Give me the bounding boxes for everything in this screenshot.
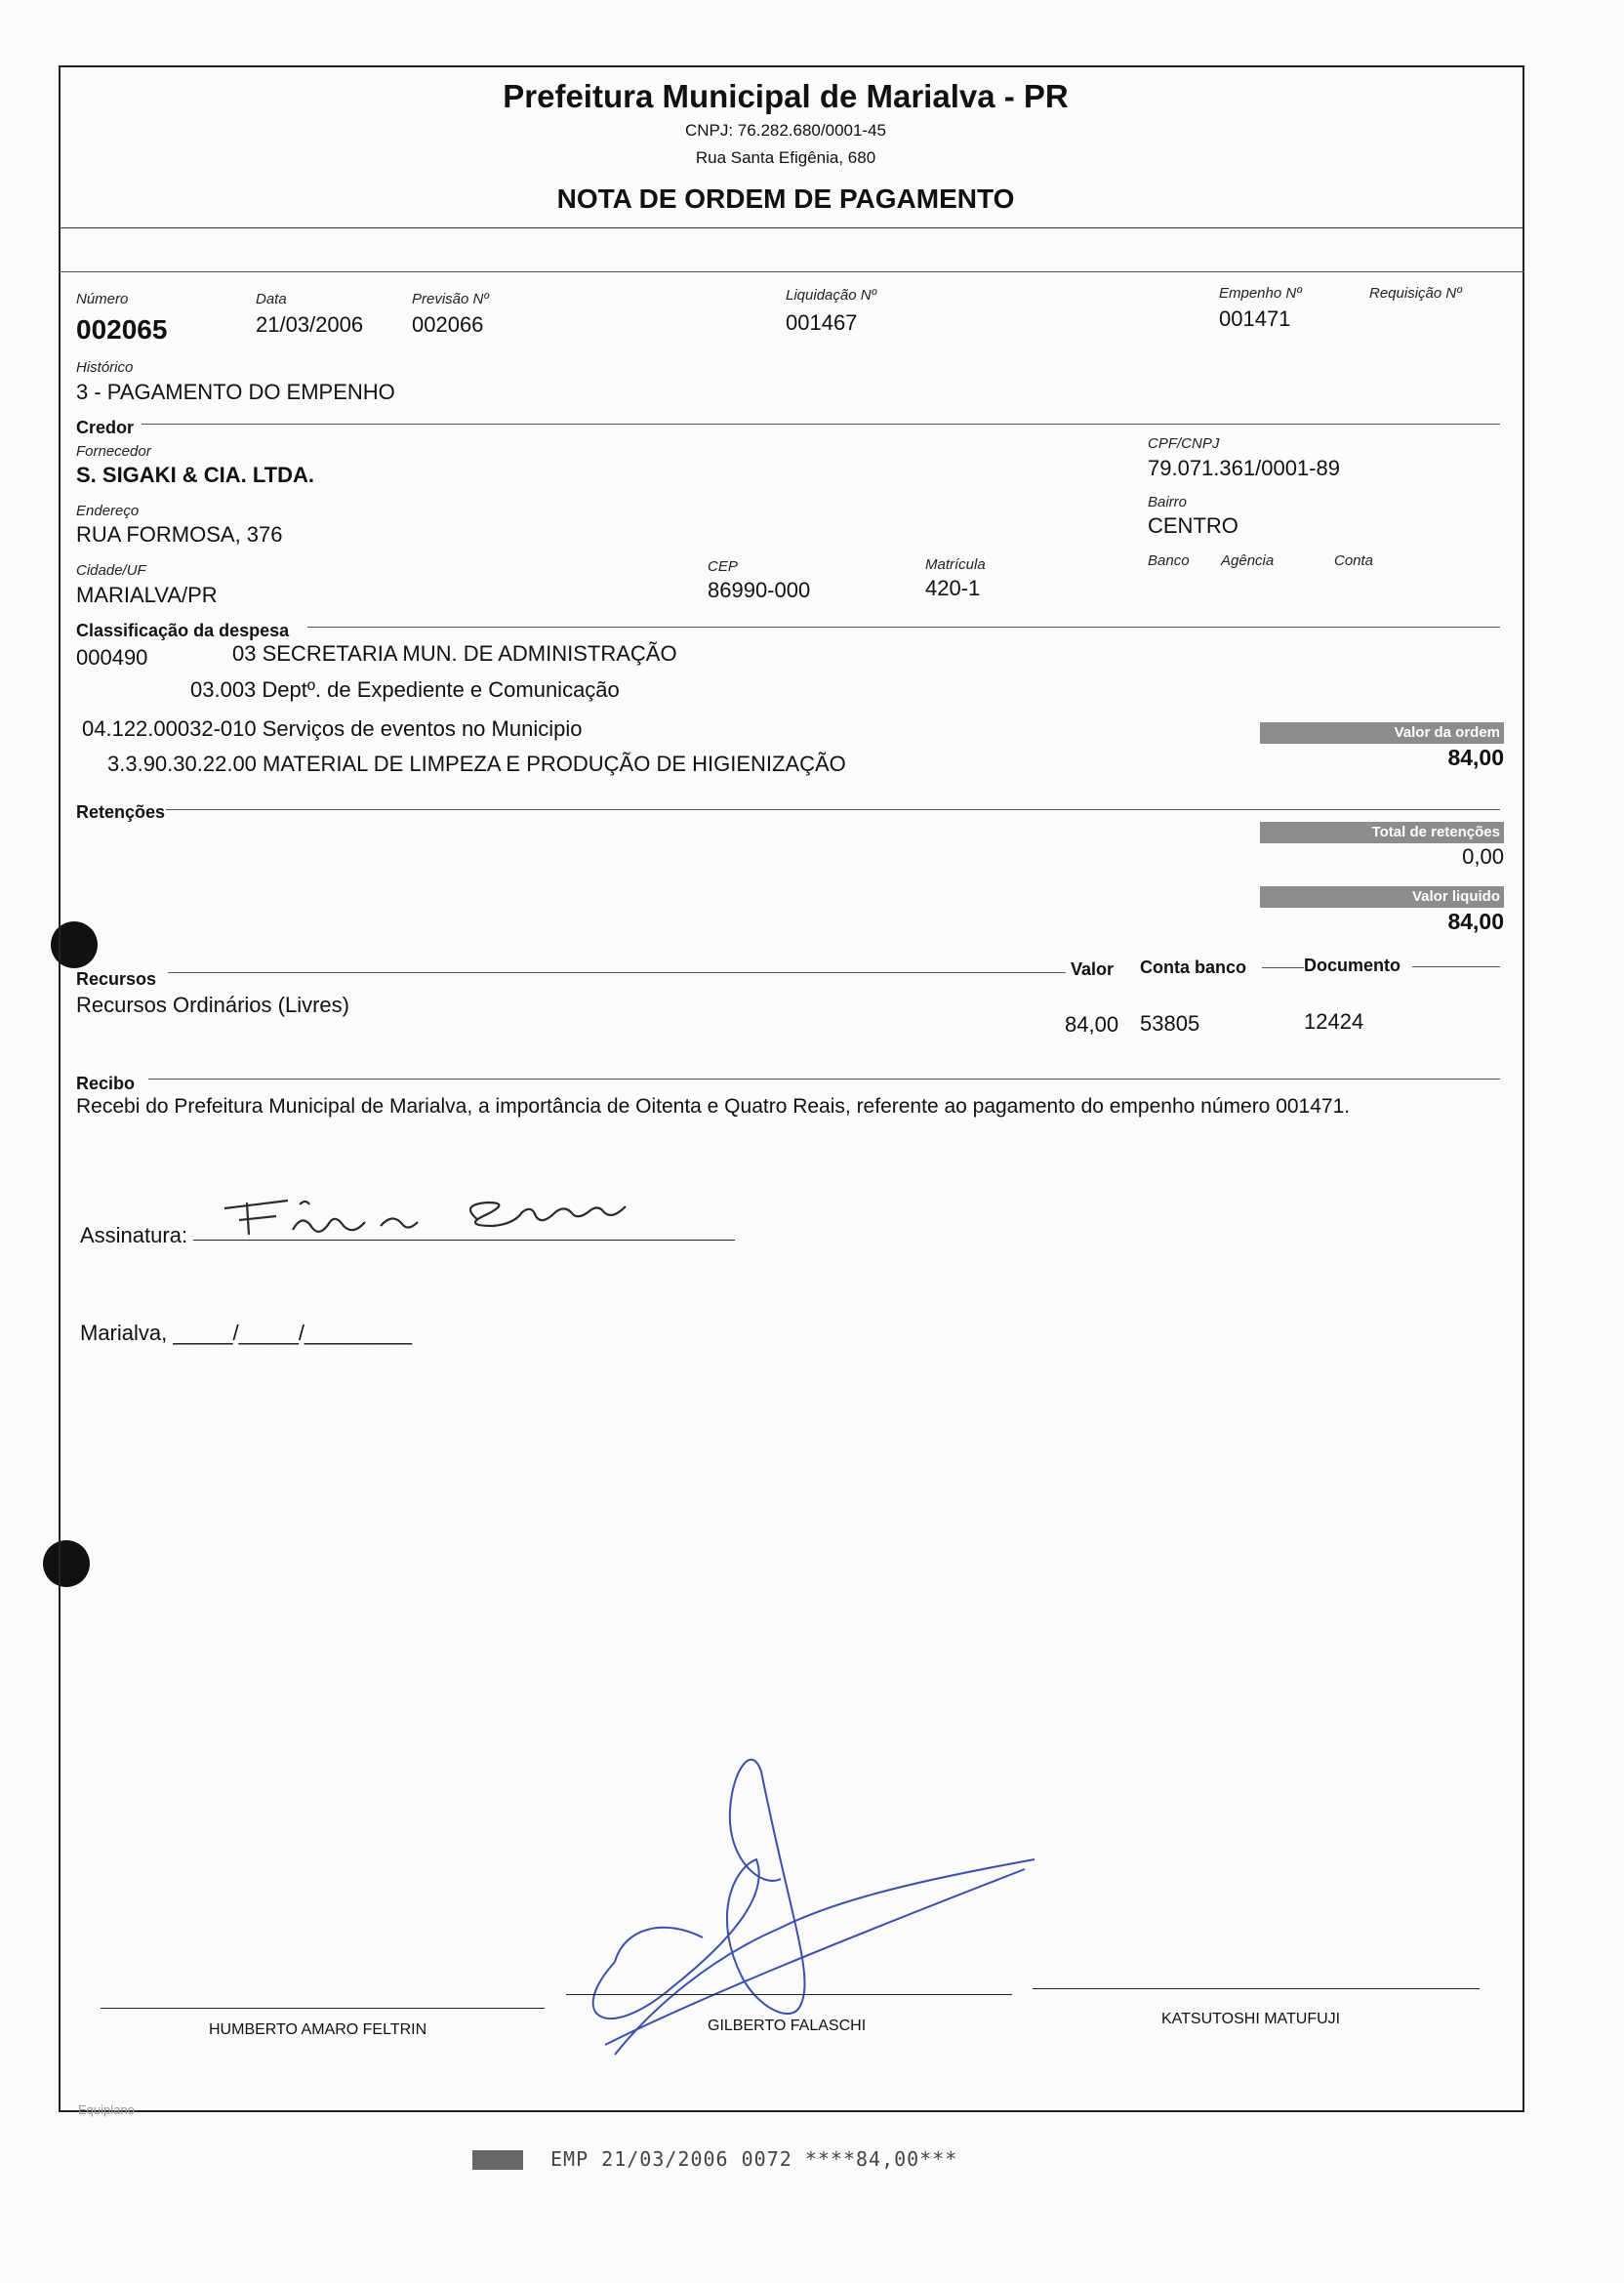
data-label: Data — [256, 291, 287, 307]
cpf-value: 79.071.361/0001-89 — [1148, 456, 1340, 480]
fornecedor-value: S. SIGAKI & CIA. LTDA. — [76, 463, 315, 487]
recibo-section: Recibo — [76, 1074, 136, 1093]
previsao-value: 002066 — [412, 312, 484, 337]
recursos-valor-header: Valor — [1071, 959, 1115, 979]
classificacao-unidade: 03.003 Deptº. de Expediente e Comunicação — [190, 677, 620, 702]
cidade-value: MARIALVA/PR — [76, 583, 218, 607]
recibo-divider — [148, 1079, 1500, 1080]
recursos-divider-2 — [1262, 967, 1304, 968]
signature-line-1 — [101, 2008, 545, 2009]
recursos-valor: 84,00 — [1065, 1012, 1119, 1037]
classificacao-section: Classificação da despesa — [76, 621, 290, 640]
retencoes-section: Retenções — [76, 802, 166, 822]
valor-liquido-value: 84,00 — [1447, 909, 1504, 934]
valor-liquido-bar: Valor liquido — [1260, 886, 1504, 908]
endereco-label: Endereço — [76, 503, 140, 519]
liquidacao-value: 001467 — [786, 310, 858, 335]
header-divider-2 — [59, 271, 1524, 272]
footer-brand: Equiplano — [78, 2102, 135, 2117]
bairro-label: Bairro — [1148, 494, 1188, 510]
recursos-documento-header: Documento — [1304, 956, 1401, 975]
cep-value: 86990-000 — [708, 578, 811, 602]
classificacao-divider — [307, 627, 1500, 628]
recursos-documento: 12424 — [1304, 1009, 1364, 1034]
doc-title: NOTA DE ORDEM DE PAGAMENTO — [556, 183, 1015, 214]
total-retencoes-bar: Total de retenções — [1260, 822, 1504, 843]
signature-line-3 — [1033, 1988, 1480, 1989]
signatory-3: KATSUTOSHI MATUFUJI — [1161, 2011, 1341, 2027]
local-data-label: Marialva, _____/_____/_________ — [80, 1321, 413, 1345]
previsao-label: Previsão Nº — [412, 291, 489, 307]
recursos-conta-header: Conta banco — [1140, 958, 1247, 977]
banco-label: Banco — [1148, 552, 1190, 569]
org-address: Rua Santa Efigênia, 680 — [695, 148, 876, 167]
matricula-label: Matrícula — [925, 556, 986, 573]
valor-ordem-bar: Valor da ordem — [1260, 722, 1504, 744]
recibo-text: Recebi do Prefeitura Municipal de Marialva, a importância de Oitenta e Quatro Reais, referente ao pagamento do empenho número 001471. — [76, 1095, 1351, 1118]
historico-value: 3 - PAGAMENTO DO EMPENHO — [76, 380, 395, 404]
numero-value: 002065 — [76, 314, 168, 345]
classificacao-elemento: 3.3.90.30.22.00 MATERIAL DE LIMPEZA E PRODUÇÃO DE HIGIENIZAÇÃO — [107, 752, 846, 776]
classificacao-funcional: 04.122.00032-010 Serviços de eventos no Municipio — [82, 716, 583, 741]
recursos-section: Recursos — [76, 969, 157, 989]
signatory-1: HUMBERTO AMARO FELTRIN — [209, 2021, 427, 2038]
header-divider — [59, 227, 1524, 228]
liquidacao-label: Liquidação Nº — [786, 287, 877, 304]
stamp-mark — [472, 2150, 523, 2170]
matricula-value: 420-1 — [925, 576, 981, 600]
classificacao-orgao: 03 SECRETARIA MUN. DE ADMINISTRAÇÃO — [232, 641, 677, 666]
conta-label: Conta — [1334, 552, 1374, 569]
bairro-value: CENTRO — [1148, 513, 1238, 538]
cidade-label: Cidade/UF — [76, 562, 146, 579]
agencia-label: Agência — [1221, 552, 1275, 569]
handwritten-signature-recibo — [220, 1191, 727, 1249]
fornecedor-label: Fornecedor — [76, 443, 151, 460]
stamp-text: EMP 21/03/2006 0072 ****84,00*** — [550, 2147, 958, 2171]
empenho-label: Empenho Nº — [1219, 285, 1302, 302]
recursos-divider-3 — [1412, 966, 1500, 967]
org-title: Prefeitura Municipal de Marialva - PR — [503, 78, 1069, 114]
valor-ordem-value: 84,00 — [1447, 745, 1504, 770]
signature-line-2 — [566, 1994, 1012, 1995]
empenho-value: 001471 — [1219, 306, 1291, 331]
total-retencoes-value: 0,00 — [1462, 844, 1504, 869]
org-cnpj: CNPJ: 76.282.680/0001-45 — [684, 121, 887, 140]
endereco-value: RUA FORMOSA, 376 — [76, 522, 283, 547]
historico-label: Histórico — [76, 359, 134, 376]
numero-label: Número — [76, 291, 129, 307]
data-value: 21/03/2006 — [256, 312, 364, 337]
requisicao-label: Requisição Nº — [1369, 285, 1462, 302]
assinatura-label: Assinatura: — [80, 1223, 188, 1247]
cep-label: CEP — [708, 558, 738, 575]
recursos-divider — [168, 972, 1066, 973]
signatory-2: GILBERTO FALASCHI — [708, 2018, 867, 2034]
recursos-conta: 53805 — [1140, 1011, 1200, 1036]
credor-section: Credor — [76, 418, 135, 437]
cpf-label: CPF/CNPJ — [1148, 435, 1220, 452]
retencoes-divider — [166, 809, 1500, 810]
recursos-descricao: Recursos Ordinários (Livres) — [76, 993, 349, 1017]
classificacao-code: 000490 — [76, 645, 148, 670]
credor-divider — [142, 424, 1500, 425]
